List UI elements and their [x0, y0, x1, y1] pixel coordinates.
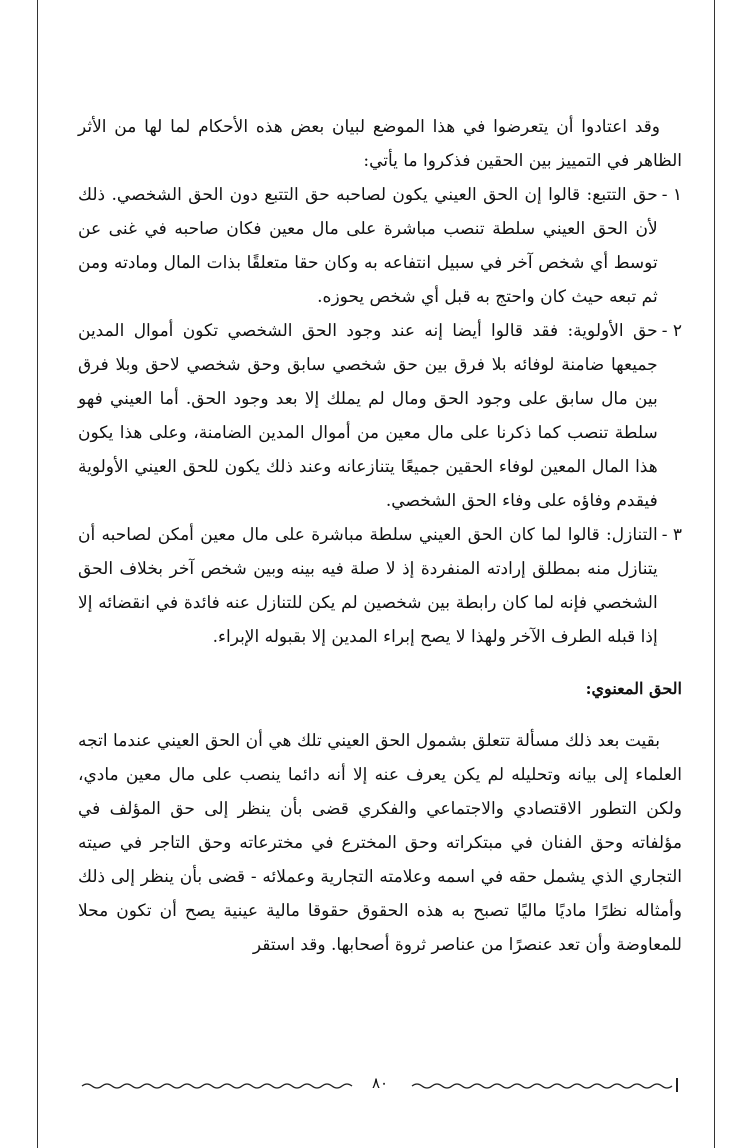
list-item-3: [78, 518, 682, 654]
page-content: [78, 110, 682, 962]
list-number: ٢ -: [661, 321, 682, 341]
wavy-rule-left: [82, 1084, 352, 1088]
list-number: ١ -: [661, 185, 682, 205]
list-text: حق التتبع: قالوا إن الحق العيني يكون لصاحبه حق التتبع دون الحق الشخصي. ذلك لأن الحق العيني سلطة تنصب مباشرة على مال معين فكان صاحبه في غنى عن توسط أي شخص آخر في سبيل انتفاعه به وكان حقا متعلقًا بذات المال ومادته ومن ثم تبعه حيث كان واحتج به قبل أي شخص يحوزه.: [78, 185, 658, 307]
list-text: حق الأولوية: فقد قالوا أيضا إنه عند وجود الحق الشخصي تكون أموال المدين جميعها ضامنة لوفائه بلا فرق بين حق شخصي سابق وحق شخصي لاحق وبلا فرق بين مال سابق على وجود الحق ومال لم يملك إلا بعد وجود الحق. أما العيني فهو سلطة تنصب كما ذكرنا على مال معين من أموال المدين الضامنة، وعلى هذا يكون هذا المال المعين لوفاء الحقين جميعًا يتنازعانه وعند ذلك يكون للحق العيني الأولوية فيقدم وفاؤه على وفاء الحق الشخصي.: [78, 321, 658, 511]
intro-paragraph: وقد اعتادوا أن يتعرضوا في هذا الموضع لبيان بعض هذه الأحكام لما لها من الأثر الظاهر في التمييز بين الحقين فذكروا ما يأتي:: [78, 117, 682, 171]
list-text: التنازل: قالوا لما كان الحق العيني سلطة مباشرة على مال معين أمكن لصاحبه أن يتنازل منه بمطلق إرادته المنفردة إذ لا صلة فيه بينه وبين شخص آخر بخلاف الحق الشخصي فإنه لما كان رابطة بين شخصين لم يكن للتنازل عنه فائدة في انقضائه إلا إذا قبله الطرف الآخر ولهذا لا يصح إبراء المدين إلا بقبوله الإبراء.: [78, 525, 658, 647]
list-item-1: [78, 178, 682, 314]
wavy-rule-right: [412, 1084, 672, 1088]
list-number: ٣ -: [661, 525, 682, 545]
list-item-2: [78, 314, 682, 518]
page-number: ٨٠: [356, 1072, 404, 1094]
page-footer: [78, 1072, 682, 1096]
body-paragraph: بقيت بعد ذلك مسألة تتعلق بشمول الحق العيني تلك هي أن الحق العيني عندما اتجه العلماء إلى بيانه وتحليله لم يكن يعرف عنه إلا أنه دائما ينصب على مال معين مادي، ولكن التطور الاقتصادي والاجتماعي والفكري قضى بأن ينظر إلى حق المؤلف في مؤلفاته وحق الفنان في مبتكراته وحق المخترع في مخترعاته وحق التاجر في صيته التجاري الذي يشمل حقه في اسمه وعلامته التجارية وعملائه - قضى بأن ينظر إلى ذلك وأمثاله نظرًا ماديًا ماليًا تصبح به هذه الحقوق حقوقا مالية عينية يصح أن تكون محلا للمعاوضة وأن تعد عنصرًا من عناصر ثروة أصحابها. وقد استقر: [78, 731, 682, 955]
section-heading: الحق المعنوي:: [585, 679, 682, 698]
